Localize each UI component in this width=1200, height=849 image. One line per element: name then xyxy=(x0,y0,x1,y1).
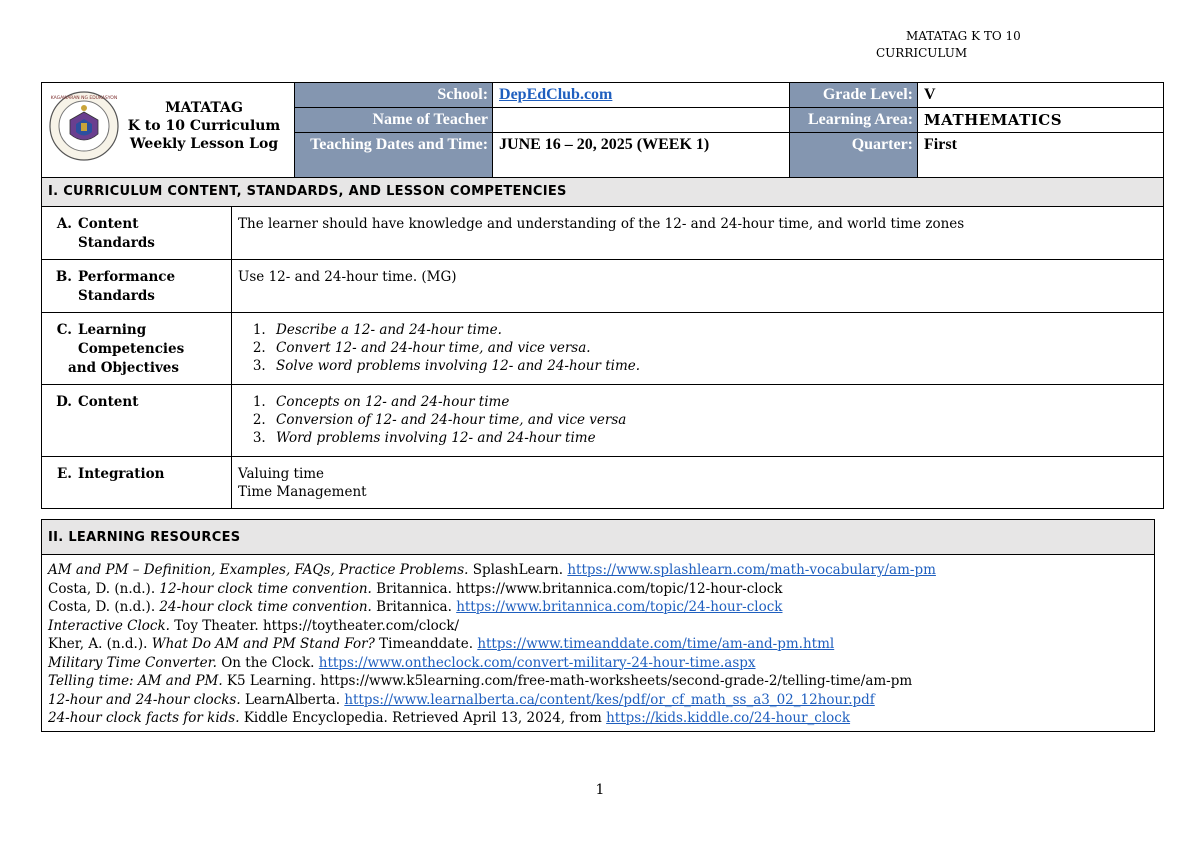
row-b-label: B. Performance Standards xyxy=(42,260,232,313)
school-value xyxy=(493,83,790,108)
school-link[interactable]: DepEdClub.com xyxy=(499,86,613,103)
table-row xyxy=(42,385,1164,457)
deped-seal-icon xyxy=(48,90,120,162)
list-item: 2. Convert 12- and 24-hour time, and vice versa. xyxy=(270,339,1157,357)
row-d-text xyxy=(232,385,1164,457)
area-value: MATHEMATICS xyxy=(918,108,1164,133)
brand-line-3: Weekly Lesson Log xyxy=(129,136,279,152)
row-e-text xyxy=(232,457,1164,509)
quarter-label: Quarter: xyxy=(790,133,918,178)
row-e-label: E. Integration xyxy=(42,457,232,509)
learning-resources-box xyxy=(41,519,1155,732)
reference-link[interactable]: https://www.timeanddate.com/time/am-and-pm.html xyxy=(477,636,835,652)
page-header xyxy=(876,28,1076,62)
reference-item: Interactive Clock. Toy Theater. https://toytheater.com/clock/ xyxy=(48,617,460,634)
table-row xyxy=(42,313,1164,385)
reference-item: 24-hour clock facts for kids. Kiddle Encyclopedia. Retrieved April 13, 2024, from https://kids.kiddle.co/24-hour_clock xyxy=(48,710,851,726)
row-c-text xyxy=(232,313,1164,385)
reference-item: Kher, A. (n.d.). What Do AM and PM Stand For? Timeanddate. https://www.timeanddate.com/time/am-and-pm.html xyxy=(48,636,835,652)
table-row xyxy=(42,457,1164,509)
brand-line-1: MATATAG xyxy=(165,100,243,116)
dates-value: JUNE 16 – 20, 2025 (WEEK 1) xyxy=(493,133,790,178)
reference-item: Costa, D. (n.d.). 12-hour clock time convention. Britannica. https://www.britannica.com/topic/12-hour-clock xyxy=(48,580,783,597)
school-label: School: xyxy=(295,83,493,108)
quarter-value: First xyxy=(918,133,1164,178)
list-item: Valuing time xyxy=(238,466,325,482)
grade-label: Grade Level: xyxy=(790,83,918,108)
list-item: 1. Concepts on 12- and 24-hour time xyxy=(270,393,1157,411)
reference-item: Costa, D. (n.d.). 24-hour clock time convention. Britannica. https://www.britannica.com/topic/24-hour-clock xyxy=(48,599,783,615)
seal-text: KAGAWARAN NG EDUKASYON xyxy=(50,96,118,101)
row-c-label: C. Learning Competencies and Objectives xyxy=(42,313,232,385)
reference-item: Military Time Converter. On the Clock. https://www.ontheclock.com/convert-military-24-hour-time.aspx xyxy=(48,654,756,671)
brand-line-2: K to 10 Curriculum xyxy=(127,118,281,134)
reference-item: Telling time: AM and PM. K5 Learning. https://www.k5learning.com/free-math-worksheets/second-grade-2/telling-time/am-pm xyxy=(48,673,913,689)
list-item: Time Management xyxy=(238,484,367,500)
teacher-label: Name of Teacher xyxy=(295,108,493,133)
list-item: 3. Word problems involving 12- and 24-hour time xyxy=(270,429,1157,447)
section1-title: I. CURRICULUM CONTENT, STANDARDS, AND LESSON COMPETENCIES xyxy=(42,178,1164,207)
dates-label: Teaching Dates and Time: xyxy=(295,133,493,178)
reference-item: AM and PM – Definition, Examples, FAQs, Practice Problems. SplashLearn. https://www.splashlearn.com/math-vocabulary/am-pm xyxy=(48,562,936,578)
reference-link[interactable]: https://www.learnalberta.ca/content/kes/pdf/or_cf_math_ss_a3_02_12hour.pdf xyxy=(344,691,875,708)
row-b-text: Use 12- and 24-hour time. (MG) xyxy=(232,260,1164,313)
area-label: Learning Area: xyxy=(790,108,918,133)
lesson-log-table xyxy=(41,82,1164,509)
reference-link[interactable]: https://www.ontheclock.com/convert-military-24-hour-time.aspx xyxy=(318,654,756,671)
page-number: 1 xyxy=(595,782,605,798)
list-item: 2. Conversion of 12- and 24-hour time, and vice versa xyxy=(270,411,1157,429)
header-line-1: MATATAG K TO 10 xyxy=(906,29,1021,43)
row-a-text: The learner should have knowledge and understanding of the 12- and 24-hour time, and world time zones xyxy=(232,207,1164,260)
references-list xyxy=(42,555,1154,731)
header-line-2: CURRICULUM xyxy=(876,46,968,60)
grade-value: V xyxy=(918,83,1164,108)
section2-title: II. LEARNING RESOURCES xyxy=(42,520,1154,555)
reference-link[interactable]: https://www.splashlearn.com/math-vocabulary/am-pm xyxy=(567,562,936,578)
teacher-value xyxy=(493,108,790,133)
reference-item: 12-hour and 24-hour clocks. LearnAlberta. https://www.learnalberta.ca/content/kes/pdf/or_cf_math_ss_a3_02_12hour.pdf xyxy=(48,691,875,708)
reference-link[interactable]: https://kids.kiddle.co/24-hour_clock xyxy=(606,710,851,726)
list-item: 1. Describe a 12- and 24-hour time. xyxy=(270,321,1157,339)
table-row xyxy=(42,260,1164,313)
row-a-label: A. Content Standards xyxy=(42,207,232,260)
list-item: 3. Solve word problems involving 12- and 24-hour time. xyxy=(270,357,1157,375)
row-d-label: D. Content xyxy=(42,385,232,457)
brand-cell xyxy=(42,83,295,178)
table-row xyxy=(42,207,1164,260)
reference-link[interactable]: https://www.britannica.com/topic/24-hour-clock xyxy=(456,599,783,615)
